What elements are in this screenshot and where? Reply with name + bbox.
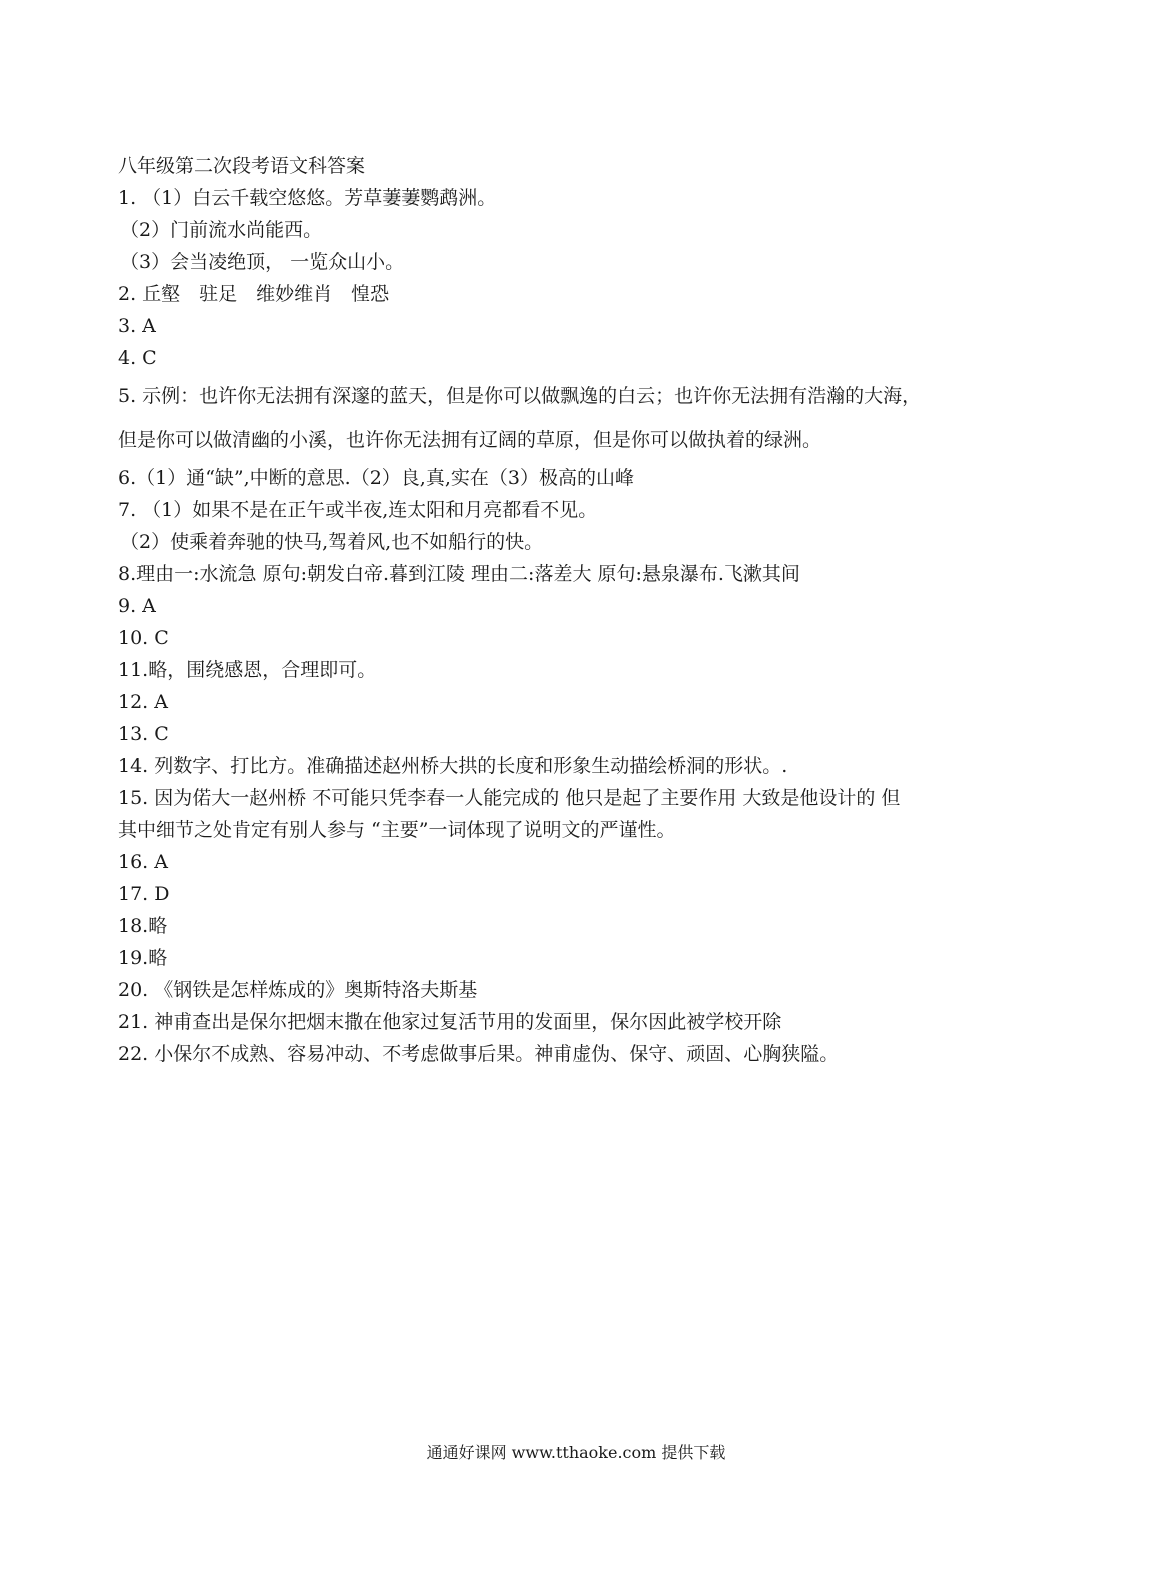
answer-line-4: 4. C — [118, 347, 157, 369]
answer-line-10: 10. C — [118, 627, 169, 649]
answer-line-15-cont: 其中细节之处肯定有别人参与 “主要”一词体现了说明文的严谨性。 — [118, 819, 676, 841]
answer-line-18: 18.略 — [118, 915, 168, 937]
answer-line-8: 8.理由一:水流急 原句:朝发白帝.暮到江陵 理由二:落差大 原句:悬泉瀑布.飞漱其间 — [118, 563, 800, 585]
answer-line-12: 12. A — [118, 691, 168, 713]
answer-line-20: 20. 《钢铁是怎样炼成的》奥斯特洛夫斯基 — [118, 979, 478, 1001]
footer-credit: 通通好课网 www.tthaoke.com 提供下载 — [426, 1443, 726, 1462]
answer-line-1-2: （2）门前流水尚能西。 — [120, 219, 323, 241]
answer-line-14: 14. 列数字、打比方。准确描述赵州桥大拱的长度和形象生动描绘桥洞的形状。. — [118, 755, 788, 777]
answer-sheet — [118, 150, 1038, 1070]
answer-line-1: 1. （1）白云千载空悠悠。芳草萋萋鹦鹉洲。 — [118, 187, 497, 209]
answer-line-7-2: （2）使乘着奔驰的快马,驾着风,也不如船行的快。 — [120, 531, 544, 553]
answer-line-6: 6.（1）通“缺”,中断的意思.（2）良,真,实在（3）极高的山峰 — [118, 467, 634, 489]
answer-line-7: 7. （1）如果不是在正午或半夜,连太阳和月亮都看不见。 — [118, 499, 598, 521]
answer-line-5: 5. 示例：也许你无法拥有深邃的蓝天，但是你可以做飘逸的白云；也许你无法拥有浩瀚的大海， — [118, 385, 922, 407]
answer-line-2: 2. 丘壑 驻足 维妙维肖 惶恐 — [118, 283, 390, 305]
answer-line-5-cont: 但是你可以做清幽的小溪，也许你无法拥有辽阔的草原，但是你可以做执着的绿洲。 — [118, 429, 822, 451]
answer-line-16: 16. A — [118, 851, 168, 873]
answer-line-1-3: （3）会当凌绝顶， 一览众山小。 — [120, 251, 405, 273]
answer-line-17: 17. D — [118, 883, 170, 905]
page-title: 八年级第二次段考语文科答案 — [118, 155, 366, 177]
answer-line-13: 13. C — [118, 723, 169, 745]
answer-line-21: 21. 神甫查出是保尔把烟末撒在他家过复活节用的发面里，保尔因此被学校开除 — [118, 1011, 782, 1033]
answer-line-11: 11.略，围绕感恩，合理即可。 — [118, 659, 377, 681]
answer-line-19: 19.略 — [118, 947, 168, 969]
answer-line-9: 9. A — [118, 595, 156, 617]
answer-line-15: 15. 因为偌大一赵州桥 不可能只凭李春一人能完成的 他只是起了主要作用 大致是他设计的 但 — [118, 787, 901, 809]
answer-line-3: 3. A — [118, 315, 156, 337]
answer-line-22: 22. 小保尔不成熟、容易冲动、不考虑做事后果。神甫虚伪、保守、顽固、心胸狭隘。 — [118, 1043, 839, 1065]
